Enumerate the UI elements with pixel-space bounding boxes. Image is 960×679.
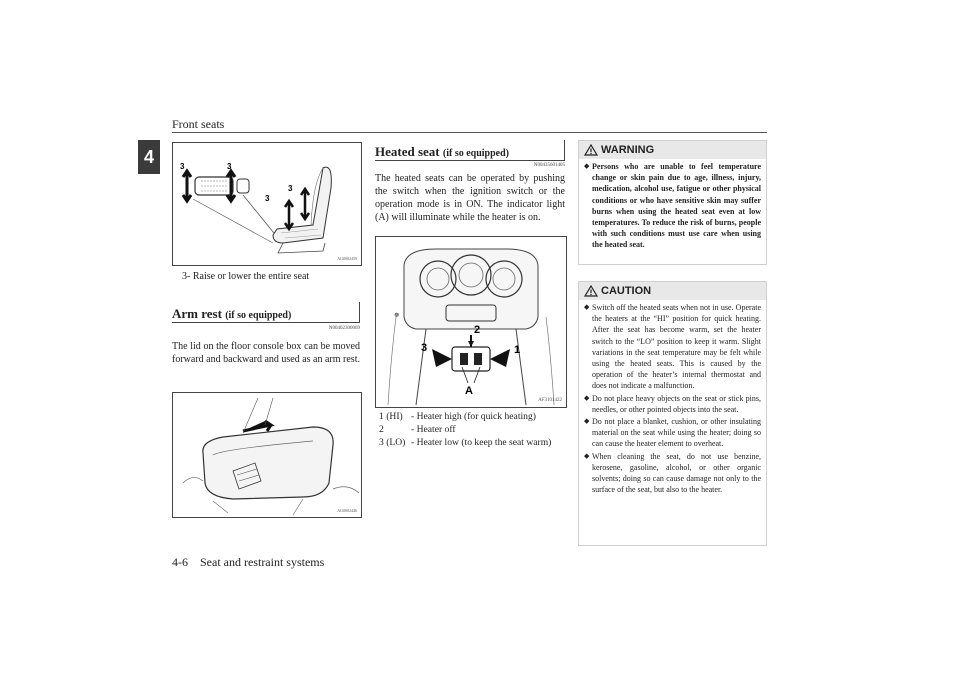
armrest-heading — [172, 306, 291, 322]
heated-seat-heading-note: (if so equipped) — [442, 148, 509, 159]
caution-item — [584, 393, 761, 415]
heated-seat-heading — [375, 144, 509, 160]
page-footer-label — [172, 555, 324, 570]
diamond-bullet-icon: ◆ — [584, 162, 590, 170]
callout-3d: 3 — [288, 184, 293, 193]
caution-item — [584, 451, 761, 496]
armrest-heading-note: (if so equipped) — [225, 310, 292, 321]
caution-title: CAUTION — [601, 285, 652, 297]
callout-a: A — [465, 385, 473, 397]
heater-illustration — [376, 237, 566, 407]
seat-caption: 3- Raise or lower the entire seat — [182, 271, 310, 282]
page-header-title: Front seats — [172, 117, 225, 131]
caution-body — [579, 300, 766, 500]
figure-code: AG0002459 — [337, 256, 357, 261]
warning-box — [578, 140, 767, 265]
caution-triangle-icon — [584, 285, 598, 297]
heated-seat-rule — [375, 160, 565, 161]
armrest-rule-v — [359, 302, 360, 322]
caution-item-text: Do not place heavy objects on the seat or stick pins, needles, or other pointed objects into the seat. — [592, 393, 761, 414]
chapter-tab: 4 — [138, 140, 160, 174]
warning-header — [579, 141, 766, 159]
page-number: 4-6 — [172, 555, 188, 569]
seat-adjust-figure — [172, 142, 362, 266]
heated-seat-text: The heated seats can be operated by pushing the switch when the ignition switch or the operation mode is in ON. The indicator light (A) will illuminate while the heater is on. — [375, 173, 565, 223]
figure-code: AG0002446 — [337, 508, 357, 513]
legend-row — [379, 423, 569, 436]
callout-1: 1 — [514, 344, 521, 356]
legend-desc: - Heater low (to keep the seat warm) — [411, 437, 552, 448]
heated-seat-code: N00435601405 — [533, 163, 565, 168]
armrest-figure — [172, 392, 362, 518]
warning-triangle-icon — [584, 144, 598, 156]
diamond-bullet-icon: ◆ — [584, 451, 590, 460]
legend-num: 1 (HI) — [379, 411, 403, 422]
warning-item-text: Persons who are unable to feel temperature change or skin pain due to age, illness, injury, medication, alcohol use, fatigue or other physical conditions or who have sensitive skin may suffer burns when using the heated seat even at low temperatures. To reduce the risk of burns, people with such conditions must use care when using the heated seat. — [592, 162, 761, 250]
legend-row — [379, 436, 569, 449]
diamond-bullet-icon: ◆ — [584, 393, 590, 402]
callout-3a: 3 — [180, 162, 185, 171]
caution-item-text: Do not place a blanket, cushion, or other insulating material on the seat while using the heater; doing so can cause the heater element to overheat. — [592, 417, 761, 449]
caution-item-text: When cleaning the seat, do not use benzine, kerosene, gasoline, alcohol, or other organic solvents; doing so can cause damage not only to the surface of the seat, but also to the heater. — [592, 451, 761, 495]
legend-desc: - Heater high (for quick heating) — [411, 411, 536, 422]
chapter-title: Seat and restraint systems — [200, 555, 325, 569]
heater-switch-figure — [375, 236, 567, 408]
armrest-code: N00402300069 — [328, 326, 360, 331]
armrest-illustration — [173, 393, 361, 517]
seat-illustration — [173, 143, 361, 265]
warning-title: WARNING — [601, 144, 655, 156]
legend-desc: - Heater off — [411, 424, 456, 435]
diamond-bullet-icon: ◆ — [584, 303, 590, 311]
heater-legend — [379, 410, 569, 449]
callout-3b: 3 — [227, 162, 232, 171]
heated-seat-heading-text: Heated seat — [375, 144, 440, 159]
armrest-text: The lid on the floor console box can be moved forward and backward and used as an arm rest. — [172, 341, 360, 365]
armrest-rule — [172, 322, 360, 323]
callout-3: 3 — [421, 342, 428, 354]
callout-2: 2 — [474, 324, 481, 336]
caution-box — [578, 281, 767, 546]
warning-body — [579, 159, 766, 256]
legend-num: 2 — [379, 424, 384, 435]
caution-item-text: Switch off the heated seats when not in use. Operate the heaters at the “HI” position for quick heating. After the seat has become warm, set the heater switch to the “LO” position to keep it warm. Slight variations in the seat temperature may be felt while using the heated seats. This is caused by the operation of the heater’s internal thermostat and does not indicate a malfunction. — [592, 303, 761, 391]
symbol-mark: ☸ — [394, 313, 400, 319]
figure-code: AF3101422 — [538, 398, 562, 403]
armrest-heading-text: Arm rest — [172, 306, 222, 321]
legend-num: 3 (LO) — [379, 437, 406, 448]
legend-row — [379, 410, 569, 423]
caution-item — [584, 302, 761, 392]
callout-3c: 3 — [265, 194, 270, 203]
diamond-bullet-icon: ◆ — [584, 417, 590, 426]
caution-item — [584, 416, 761, 450]
heated-seat-rule-v — [564, 140, 565, 160]
header-rule — [172, 132, 767, 133]
caution-header — [579, 282, 766, 300]
warning-item — [584, 161, 761, 251]
